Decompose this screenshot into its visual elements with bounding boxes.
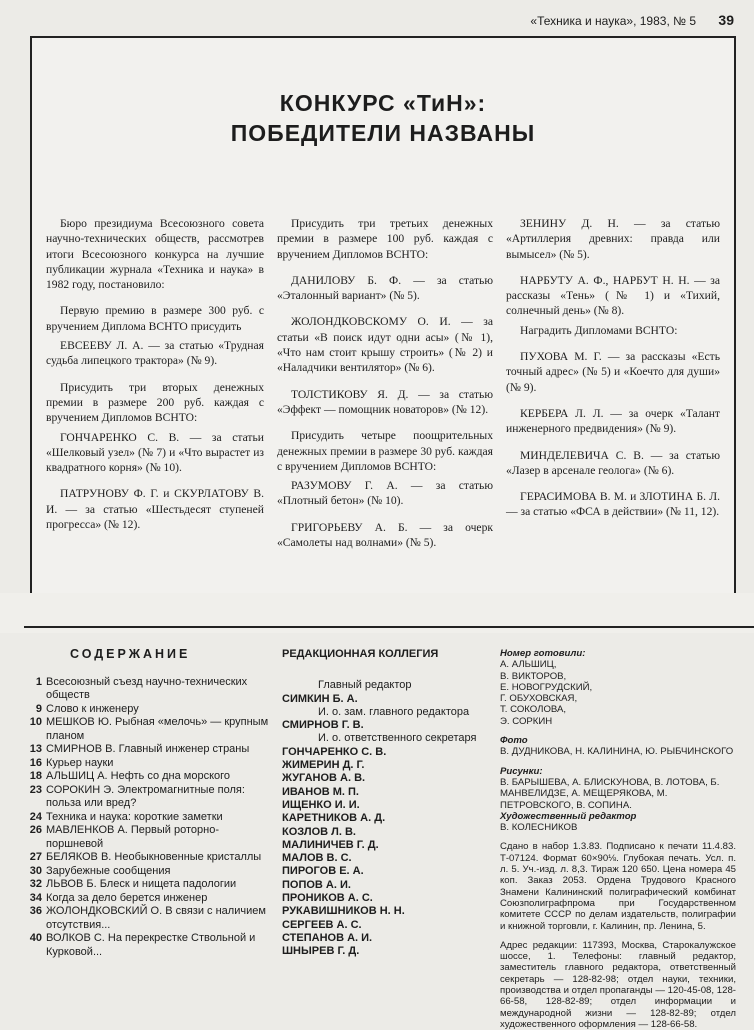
toc-item (22, 757, 272, 771)
board-member: РУКАВИШНИКОВ Н. Н. (282, 905, 405, 918)
prep-name: А. АЛЬШИЦ, (500, 659, 557, 671)
toc-page-number: 18 (29, 770, 42, 782)
board-member: ПРОНИКОВ А. С. (282, 892, 373, 905)
paragraph: МИНДЕЛЕВИЧА С. В. — за статью «Лазер в арсенале геолога» (№ 6). (506, 448, 720, 477)
toc-page-number: 1 (35, 675, 42, 688)
journal-issue: «Техника и наука», 1983, № 5 (530, 14, 696, 28)
column-3 (506, 216, 720, 531)
toc-page-number: 26 (29, 824, 42, 836)
toc-item (22, 851, 272, 865)
board-member: ЖИМЕРИН Д. Г. (282, 759, 365, 772)
toc-item (22, 878, 272, 892)
toc-heading: СОДЕРЖАНИЕ (70, 647, 191, 661)
board-member: КОЗЛОВ Л. В. (282, 825, 356, 838)
credits (500, 648, 736, 1030)
credits-heading: Фото (500, 735, 528, 747)
chief-editor: СИМКИН Б. А. (282, 692, 358, 705)
toc-title: МАВЛЕНКОВ А. Первый роторно-поршневой (46, 824, 219, 850)
paragraph: ГЕРАСИМОВА В. М. и ЗЛОТИНА Б. Л. — за статью «ФСА в действии» (№ 11, 12). (506, 490, 720, 519)
role-label: И. о. зам. главного редактора (318, 705, 470, 718)
paragraph: Присудить три вторых денежных премии в размере 200 руб. каждая с вручением Дипломов ВСНТО: (46, 380, 264, 425)
editorial-board (282, 648, 492, 959)
toc-title: Слово к инженеру (46, 702, 139, 715)
board-member: ПОПОВ А. И. (282, 878, 351, 891)
prep-name: В. ВИКТОРОВ, (500, 670, 567, 682)
paragraph: ГРИГОРЬЕВУ А. Б. — за очерк «Самолеты над волнами» (№ 5). (277, 520, 493, 550)
paragraph: ЖОЛОНДКОВСКОМУ О. И. — за статьи «В поиск идут одни асы» (№ 1), «Что нам стоит крышу строить» (№ 2) и «Наладчики вентилятор» (№ 6). (277, 315, 493, 375)
toc-page-number: 10 (29, 716, 42, 728)
toc-title: СМИРНОВ В. Главный инженер страны (46, 743, 250, 755)
toc-page-number: 24 (29, 810, 42, 823)
paragraph: РАЗУМОВУ Г. А. — за статью «Плотный бетон» (№ 10). (277, 479, 493, 508)
toc-title: БЕЛЯКОВ В. Необыкновенные кристаллы (46, 851, 262, 863)
paragraph: КЕРБЕРА Л. Л. — за очерк «Талант инженерного предвидения» (№ 9). (506, 406, 720, 436)
paragraph: ГОНЧАРЕНКО С. В. — за статьи «Шелковый узел» (№ 7) и «Что вырастет из квадратного корня» (№ 10). (46, 430, 264, 475)
headline (32, 88, 734, 148)
section-rule (24, 626, 754, 628)
credits-heading: Номер готовили: (500, 648, 586, 659)
paragraph: Присудить три третьих денежных премии в размере 100 руб. каждая с вручением Дипломов ВСНТО: (277, 217, 493, 261)
toc-list (22, 676, 272, 960)
page-header (0, 10, 754, 30)
credits-heading: Художественный редактор (500, 810, 637, 822)
board-member: ГОНЧАРЕНКО С. В. (282, 745, 387, 758)
toc-item (22, 932, 272, 959)
toc-title: Техника и наука: короткие заметки (46, 810, 223, 823)
prep-name: Т. СОКОЛОВА, (500, 704, 567, 716)
paragraph: ЗЕНИНУ Д. Н. — за статью «Артиллерия древних: правда или вымысел» (№ 5). (506, 217, 720, 261)
editorial-address: Адрес редакции: 117393, Москва, Старокалужское шоссе, 1. Телефоны: главный редактор, заместитель главного редактора, ответственный секретарь — 128-82-98; отдел науки, техники, производства и отдел пропаганды — 120-45-08, 128-66-58, 128-82-89; отдел информации и международной жизни — 128-82-89; отдел художественного оформления — 128-66-58. (500, 939, 736, 1030)
toc-page-number: 40 (29, 932, 42, 944)
toc-title: ЛЬВОВ Б. Блеск и нищета падологии (46, 878, 237, 890)
page-number: 39 (718, 12, 734, 28)
toc-page-number: 9 (35, 702, 42, 715)
toc-page-number: 13 (29, 743, 42, 755)
toc-item (22, 784, 272, 811)
toc-item (22, 703, 272, 717)
paragraph: ТОЛСТИКОВУ Я. Д. — за статью «Эффект — помощник новаторов» (№ 12). (277, 387, 493, 416)
headline-line-1: КОНКУРС «ТиН»: (279, 90, 487, 116)
board-member: ЖУГАНОВ А. В. (282, 772, 366, 785)
toc-item (22, 865, 272, 879)
role-label: Главный редактор (318, 679, 412, 692)
board-member: ИЩЕНКО И. И. (282, 798, 360, 811)
toc-title: Когда за дело берется инженер (46, 891, 208, 904)
paragraph: Бюро президиума Всесоюзного совета научно-технических обществ, рассмотрев итоги Всесоюзного конкурса на лучшие публикации журнала «Техника и наука» в 1982 году, постановило: (46, 217, 264, 292)
headline-line-2: ПОБЕДИТЕЛИ НАЗВАНЫ (230, 120, 536, 146)
paragraph: Первую премию в размере 300 руб. с вручением Диплома ВСНТО присудить (46, 304, 264, 333)
toc-title: ЖОЛОНДКОВСКИЙ О. В связи с наличием отсутствия... (46, 905, 266, 931)
board-member: ИВАНОВ М. П. (282, 785, 359, 798)
photo-credits: В. ДУДНИКОВА, Н. КАЛИНИНА, Ю. РЫБЧИНСКОГО (500, 746, 734, 758)
paragraph: НАРБУТУ А. Ф., НАРБУТ Н. Н. — за рассказы «Тень» (№ 1) и «Тихий, солнечный день» (№ 8). (506, 273, 720, 318)
paragraph: ЕВСЕЕВУ Л. А. — за статью «Трудная судьба липецкого трактора» (№ 9). (46, 339, 264, 368)
paragraph: Наградить Дипломами ВСНТО: (520, 323, 678, 337)
toc-title: СОРОКИН Э. Электромагнитные поля: польза или вред? (46, 783, 245, 809)
toc-item (22, 716, 272, 743)
toc-page-number: 34 (29, 891, 42, 904)
board-member: КАРЕТНИКОВ А. Д. (282, 812, 386, 825)
toc-page-number: 32 (29, 878, 42, 890)
board-member: МАЛОВ В. С. (282, 852, 352, 865)
members-list (282, 746, 492, 959)
toc-title: Зарубежные сообщения (46, 864, 171, 877)
prep-list (500, 659, 736, 727)
toc-page-number: 36 (29, 905, 42, 917)
toc-item (22, 676, 272, 703)
toc-title: МЕШКОВ Ю. Рыбная «мелочь» — крупным планом (46, 716, 269, 742)
toc-page-number: 16 (29, 756, 42, 769)
paragraph: ПАТРУНОВУ Ф. Г. и СКУРЛАТОВУ В. И. — за статью «Шестьдесят ступеней прогресса» (№ 12). (46, 487, 264, 532)
toc-page-number: 23 (29, 783, 42, 796)
toc-item (22, 905, 272, 932)
prep-name: Э. СОРКИН (500, 715, 553, 727)
paragraph: ДАНИЛОВУ Б. Ф. — за статью «Эталонный вариант» (№ 5). (277, 273, 493, 303)
editorial-heading: РЕДАКЦИОННАЯ КОЛЛЕГИЯ (282, 648, 439, 660)
prep-name: Г. ОБУХОВСКАЯ, (500, 693, 578, 705)
contest-box (30, 36, 736, 596)
toc-title: Курьер науки (46, 756, 114, 769)
paragraph: Присудить четыре поощрительных денежных премии в размере 30 руб. каждая с вручением Дипломов ВСНТО: (277, 429, 493, 473)
toc-title: ВОЛКОВ С. На перекрестке Ствольной и Курковой... (46, 932, 256, 958)
board-member: ШНЫРЕВ Г. Д. (282, 945, 360, 958)
toc-item (22, 811, 272, 825)
toc-title: Всесоюзный съезд научно-технических обществ (46, 675, 248, 701)
table-of-contents (22, 648, 272, 959)
paragraph: ПУХОВА М. Г. — за рассказы «Есть точный адрес» (№ 5) и «Коечто для души» (№ 9). (506, 350, 720, 394)
toc-item (22, 743, 272, 757)
toc-page-number: 30 (29, 864, 42, 877)
column-2 (277, 216, 493, 561)
role-label: И. о. ответственного секретаря (318, 732, 477, 745)
toc-title: АЛЬШИЦ А. Нефть со дна морского (46, 770, 231, 782)
board-member: СТЕПАНОВ А. И. (282, 931, 373, 944)
deputy-editor: СМИРНОВ Г. В. (282, 719, 364, 732)
board-member: ПИРОГОВ Е. А. (282, 865, 364, 878)
toc-item (22, 770, 272, 784)
board-member: СЕРГЕЕВ А. С. (282, 918, 362, 931)
print-info: Сдано в набор 1.3.83. Подписано к печати 11.4.83. Т-07124. Формат 60×90⅛. Глубокая печать. Усл. п. л. 5. Уч.-изд. л. 8,3. Тираж 120 650. Цена номера 45 коп. Заказ 2053. Ордена Трудового Красного Знамени Калининский полиграфический комбинат Союзполиграфпрома при Государственном комитете СССР по делам издательств, полиграфии и книжной торговли, г. Калинин, пр. Ленина, 5. (500, 841, 736, 932)
toc-item (22, 892, 272, 906)
column-1 (46, 216, 264, 543)
toc-page-number: 27 (29, 851, 42, 863)
board-member: МАЛИНИЧЕВ Г. Д. (282, 838, 379, 851)
toc-item (22, 824, 272, 851)
credits-heading: Рисунки: (500, 765, 543, 777)
drawing-credits: В. БАРЫШЕВА, А. БЛИСКУНОВА, В. ЛОТОВА, Б. МАНВЕЛИДЗЕ, А. МЕЩЕРЯКОВА, М. ПЕТРОВСКОГО, В. СОПИНА. (500, 776, 720, 811)
prep-name: Е. НОВОГРУДСКИЙ, (500, 681, 593, 693)
art-editor: В. КОЛЕСНИКОВ (500, 822, 578, 834)
